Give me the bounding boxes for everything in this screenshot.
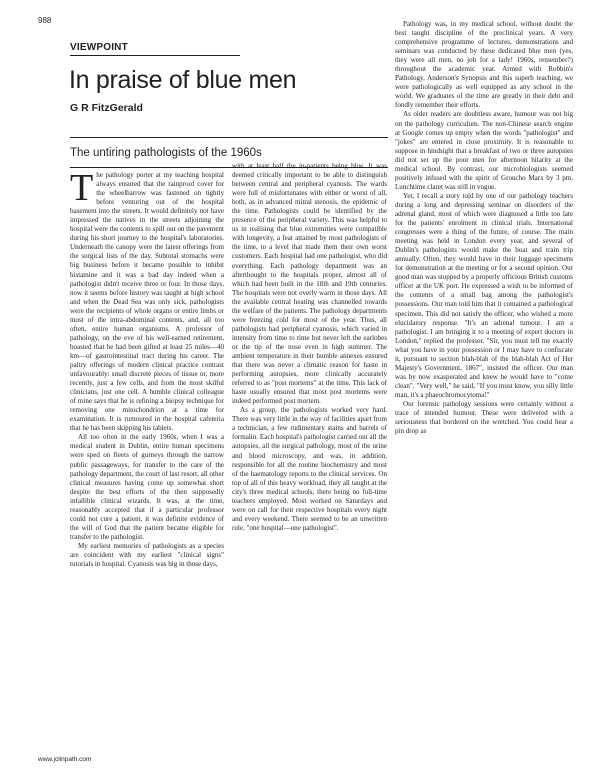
- text-column-1: [70, 171, 224, 753]
- section-label: VIEWPOINT: [70, 42, 128, 53]
- footer-url[interactable]: www.jclinpath.com: [38, 756, 92, 763]
- paragraph: My earliest memories of pathologists as a species are coincident with my earliest "clinical signs" tutorials in hospital. Cyanosis was big in those days,: [70, 541, 224, 569]
- paragraph: The pathology porter at my teaching hospital always ensured that the rainproof cover for the wheelbarrow was fastened on tightly before venturing out of the hospital basement into the streets. It would definitely not have impressed the natives in the streets adjoining the hospital were the contents to spill out on the pavement during his short journey to the hospital's laboratories. Underneath the canopy were the latest offerings from the surgical lists of the day. Subtotal stomachs were big business before it became possible to inhibit histamine and it was a bad day indeed when a pathologist didn't receive three or four. In those days, now it seems before history was taught at high school and when the Dead Sea was only sick, pathologists were the recipients of whole organs or entire limbs or most of the intra-abdominal contents, and, all too often, entire human organisms. A professor of pathology, on the eve of his well-earned retirement, boasted that he had been gifted at least 25 miles—40 km—of gastrointestinal tract during his career. The paltry offerings of modern clinical practice contrast unfavourably: small discrete pieces of tissue or, more recently, just a few cells, and from the most skilful clinicians, just one cell. A humble clinical colleague of mine says that he is refining a biopsy technique for removing one mitochondrion at a time for examination. It is rumoured in the hospital cafeteria that he has been skipping his tablets.: [70, 171, 224, 433]
- page-number: 988: [38, 16, 52, 25]
- paragraph: All too often in the early 1960s, when I was a medical student in Dublin, entire human specimens were sped on fleets of gurneys through the narrow public passageways, for transfer to the care of the pathology department, the court of last resort, all other clinical measures having come up somewhat short despite the best efforts of the then supposedly infallible clinical wizards. It was, at the time, reasonably accepted that if a particular professor could not cure a patient, it was definite evidence of the will of God that the patient became eligible for transfer to the pathologist.: [70, 433, 224, 541]
- subtitle-top-rule: [70, 137, 388, 138]
- paragraph: As a group, the pathologists worked very hard. There was very little in the way of facilities apart from a technician, a few rudimentary stains and barrels of formalin. Each hospital's pathologist carried out all the autopsies, all the surgical pathology, most of the urine and blood microscopy, and was, in addition, responsible for all the routine biochemistry and most of the haematology reports to the clinical services. On top of all of this heavy workload, they all taught at the city's three medical schools, there being no full-time teachers employed. Most worked on Saturdays and were on call for their respective hospitals every night and every weekend. There seemed to be an unwritten rule, "one hospital—one pathologist".: [232, 406, 387, 532]
- paragraph: Pathology was, in my medical school, without doubt the best taught discipline of the preclinical years. A very comprehensive programme of lectures, demonstrations and seminars was conducted by these dedicated blue men (yes, they were all men, no job for a lady! 1960s, remember?) throughout the academic year. Armed with Robbin's Pathology, Anderson's Synopsis and this superb teaching, we were pathologically as well equipped as any school in the world. We graduates of the time are greatly in their debt and fondly remember their efforts.: [395, 20, 573, 110]
- article-title: In praise of blue men: [69, 66, 297, 94]
- paragraph: Yet, I recall a story told by one of our pathology teachers during a long and depressing seminar on disorders of the adrenal gland, most of which were diagnosed a little too late for the patients' enrolment in clinical trials. International congresses were a thing of the future, of course. The main meeting was held in London every year, and several of Dublin's pathologists would make the boat and train trip annually. Often, they would have in their luggage specimens for demonstration at the meeting or for a second opinion. Our good man was stopped by a properly officious British customs officer at the UK port. He expressed a wish to be informed of the contents of a small bag among the pathologist's possessions. Our man told him that it contained a pathological specimen. This did not satisfy the officer, who wished a more elucidatory response. "It's an adrenal tumour. I am a pathologist. I am bringing it to a meeting of expert doctors in London," replied the professor. "Sir, you must tell me exactly what you have in your possession or I may have to confiscate it, pursuant to section blah-blah of the blah-blah Act of Her Majesty's Government, 1867", insisted the officer. Our man was by now exasperated and knew he would have to "come clean". "Very well," he said, "If you must know, you silly little man, it's a phaeochromocytoma!": [395, 191, 573, 399]
- drop-cap: T: [70, 171, 94, 209]
- section-rule: [70, 55, 240, 56]
- article-author: G R FitzGerald: [70, 102, 143, 114]
- article-subtitle: The untiring pathologists of the 1960s: [70, 147, 262, 159]
- paragraph: Our forensic pathology sessions were certainly without a trace of intended humour. These were delivered with a seriousness that bordered on the wretched. You could hear a pin drop as: [395, 399, 573, 436]
- paragraph: with at least half the in-patients being blue. It was deemed critically important to be able to distinguish between central and peripheral cyanosis. The wards were full of misfortunates with either or worst of all, both, as in advanced mitral stenosis, the epidemic of the time. Pathologists could be identified by the presence of the peripheral variety. This was helpful to us in realising that blue extremities were compatible with longevity, a feat attained by most pathologists of the time, to a level that made them their own worst customers. Each hospital had one pathologist, who did everything. Each pathology department was an afterthought to the hospitals proper, almost all of which had been built in the 18th and 19th centuries. The hospitals were not overly warm in those days. All the available central heating was channelled towards the welfare of the patients. The pathology departments were freezing cold for most of the year. Thus, all pathologists had peripheral cyanosis, which varied in intensity from time to time but never left the earlobes or the tip of the nose even in high summer. The ambient temperature in their humble annexes ensured that there was never a climatic reason for haste in performing autopsies, more clinically accurately referred to as "post mortems" at the time. This lack of haste usually ensured that most post mortems were indeed performed post mortem.: [232, 162, 387, 406]
- paragraph: As older readers are doubtless aware, humour was not big on the pathology curriculum. The non-Chinese search engine at Google comes up empty when the words "pathologist" and "jokes" are entered in close proximity. It is reasonable to suppose in hindsight that a breakfast of two or three autopsies did not set up the poor men for afternoon hilarity at the medical school. By contrast, our microbiologists seemed positively infused with the spirit of Groucho Marx by 3 pm. Lunchtime claret was still in vogue.: [395, 110, 573, 191]
- text-column-3: [395, 20, 573, 753]
- text-column-2: [232, 162, 387, 753]
